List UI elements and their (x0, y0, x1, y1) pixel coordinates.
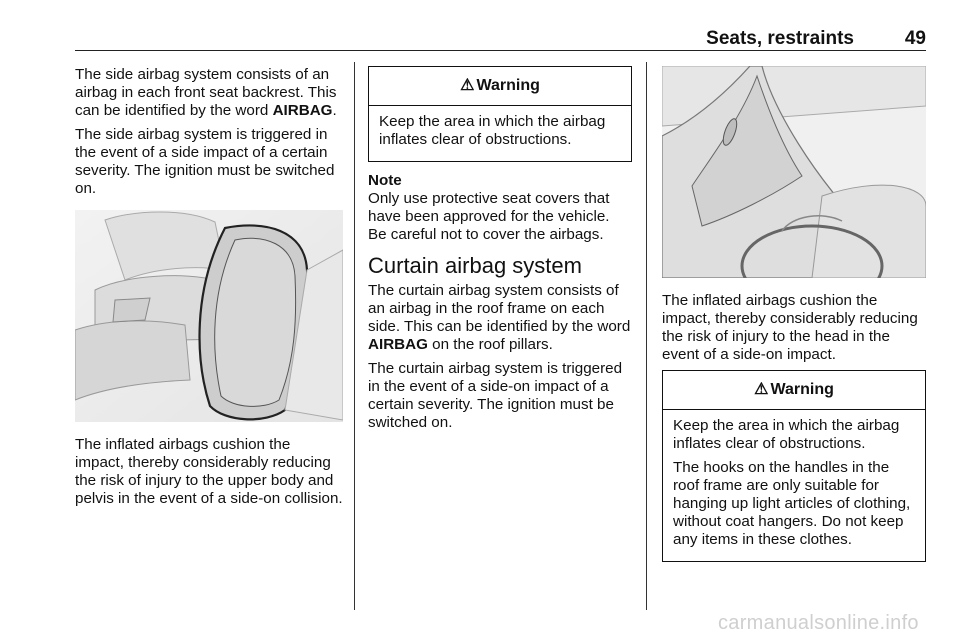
warning-box (368, 66, 632, 162)
column-divider-2 (646, 62, 647, 610)
warning-body: Keep the area in which the airbag inflates clear of obstructions. (379, 113, 606, 148)
paragraph: The inflated airbags cushion the impact, thereby considerably reducing the risk of injury to the upper body and pelvis in the event of a side-on collision. (75, 436, 343, 507)
header-rule (75, 50, 926, 51)
curtain-airbag-illustration (662, 66, 926, 278)
column-1 (75, 66, 343, 514)
page-number: 49 (904, 28, 926, 49)
warning-header: ⚠ Warning (663, 371, 925, 410)
paragraph: The curtain airbag system is triggered in the event of a side-on impact of a certain severity. The ignition must be switched on. (368, 360, 623, 431)
warning-header: ⚠ Warning (369, 67, 631, 106)
paragraph: The curtain airbag system consists of an airbag in the roof frame on each side. This can be identified by the word AIRBAG on the roof pillars. (368, 282, 631, 353)
page-header (75, 28, 926, 50)
note-text: Only use protective seat covers that have been approved for the vehicle. Be careful not to cover the airbags. (368, 190, 610, 243)
column-3 (662, 66, 926, 562)
column-2 (368, 66, 632, 438)
warning-triangle-icon: ⚠ (460, 77, 475, 94)
header-title: Seats, restraints (706, 28, 854, 49)
warning-triangle-icon: ⚠ (754, 381, 769, 398)
watermark: carmanualsonline.info (718, 612, 919, 634)
warning-box (662, 370, 926, 562)
note-label: Note (368, 172, 402, 189)
paragraph: The inflated airbags cushion the impact, thereby considerably reducing the risk of injury to the head in the event of a side-on impact. (662, 292, 918, 363)
section-title: Curtain airbag system (368, 253, 582, 278)
warning-body: Keep the area in which the airbag inflates clear of obstructions. The hooks on the handles in the roof frame are only suitable for hanging up light articles of clothing, without coat hangers. Do not keep any items in these clothes. (673, 417, 911, 548)
seat-airbag-illustration (75, 210, 343, 422)
paragraph: The side airbag system is triggered in the event of a side impact of a certain severity. The ignition must be switched on. (75, 126, 335, 197)
column-divider-1 (354, 62, 355, 610)
paragraph: The side airbag system consists of an airbag in each front seat backrest. This can be identified by the word AIRBAG. (75, 66, 337, 119)
